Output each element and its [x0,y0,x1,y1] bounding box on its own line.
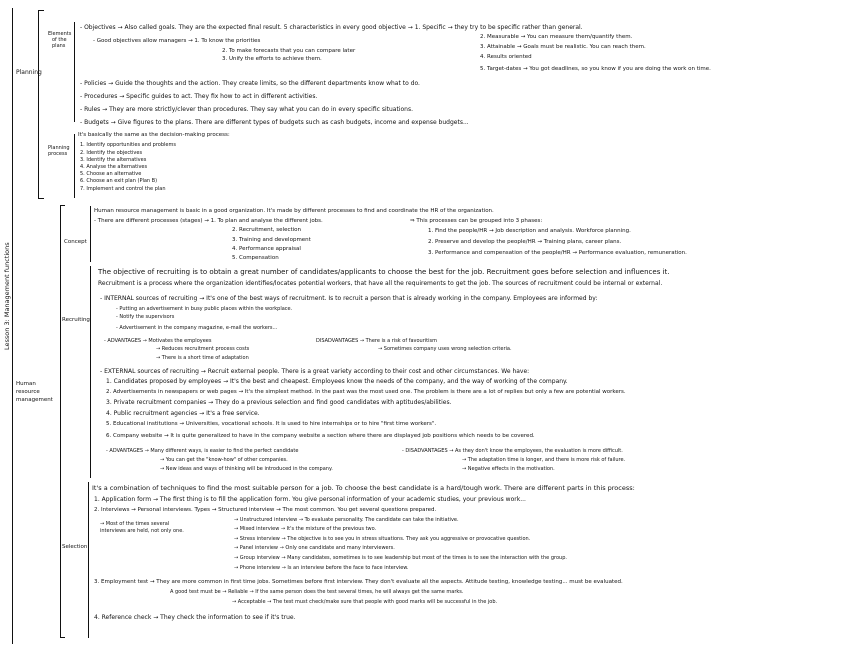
process-step-3: 3. Identify the alternatives [80,157,147,163]
objectives-forecasts: 2. To make forecasts that you can compare later [222,48,356,54]
objectives-allow: - Good objectives allow managers → 1. To know the priorities [93,38,261,44]
internal-disadvantages: DISADVANTAGES → There is a risk of favouritism [316,338,437,344]
planning-brace [38,10,39,198]
external-disadv-adaptation: → The adaptation time is longer, and there is more risk of failure. [462,457,626,463]
process-step-1: 1. Identify opportunities and problems [80,142,176,148]
interview-note: → Most of the times several interviews are held, not only one. [100,521,184,534]
concept-phase-1: 1. Find the people/HR → Job description and analysis. Workforce planning. [428,228,631,234]
objectives-measurable: 2. Measurable → You can measure them/quantify them. [480,34,633,40]
external-public: 4. Public recruitment agencies → It's a free service. [106,410,260,417]
selection-intro: It's a combination of techniques to find the most suitable person for a job. To choose the best candidate is a hard/tough work. There are different parts in this process: [92,484,635,492]
elements-label-2: of the [52,37,67,43]
planning-brace-bottom [38,198,44,199]
test-acceptable: → Acceptable → The test must check/make sure that people with good marks will be successful in the job. [232,599,498,605]
internal-disadv-criteria: → Sometimes company uses wrong selection criteria. [378,346,512,352]
hrm-label-2: resource [16,389,40,395]
selection-brace [88,482,89,638]
concept-phases: ⇒ This processes can be grouped into 3 phases: [410,218,543,224]
process-step-6: 6. Choose an exit plan (Plan B) [80,178,158,184]
process-step-5: 5. Choose an alternative [80,171,142,177]
concept-phase-2: 2. Preserve and develop the people/HR → Training plans, career plans. [428,239,622,245]
selection-label: Selection [62,544,88,550]
planning-brace-top [38,10,44,11]
recruiting-label: Recruiting [62,317,90,323]
selection-employment-test: 3. Employment test → They are more common in first time jobs. Sometimes before first interview. They don't evaluate all the aspects. Attitude testing, knowledge testing... must be evaluated. [94,579,623,585]
recruiting-definition: Recruitment is a process where the organization identifies/locates potential workers, that have all the requirements to get the job. The sources of recruitment could be internal or external. [98,280,663,287]
policies-line: - Policies → Guide the thoughts and the action. They create limits, so the different departments know what to do. [80,80,420,87]
process-brace [74,134,75,198]
selection-application: 1. Application form → The first thing is to fill the application form. You give personal information of your academic studies, your previous work... [94,496,526,503]
process-step-2: 2. Identify the objectives [80,150,143,156]
main-brace [12,8,13,644]
external-advantages: - ADVANTAGES → Many different ways, is easier to find the perfect candidate [106,448,299,454]
process-label-2: process [48,151,68,157]
external-adv-ideas: → New ideas and ways of thinking will be introduced in the company. [160,466,333,472]
internal-advantages: - ADVANTAGES → Motivates the employees [104,338,212,344]
elements-label-1: Elements [48,31,72,37]
internal-magazine: - Advertisement in the company magazine, e-mail the workers... [116,325,278,331]
interview-group: → Group interview → Many candidates, sometimes is to see leadership but most of the times is to see the interaction with the group. [234,555,567,561]
recruiting-objective: The objective of recruiting is to obtain a great number of candidates/applicants to choose the best for the job. Recruitment goes before selection and influences it. [98,268,670,276]
budgets-line: - Budgets → Give figures to the plans. There are different types of budgets such as cash budgets, income and expense budgets... [80,119,469,126]
concept-intro: Human resource management is basic in a good organization. It's made by different processes to find and coordinate the HR of the organization. [94,208,494,214]
internal-putting: - Putting an advertisement in busy public places within the workplace. [116,306,293,312]
interview-mixed: → Mixed interview → It's the mixture of the previous two. [234,526,377,532]
internal-adv-time: → There is a short time of adaptation [156,355,249,361]
hrm-brace-top [60,205,65,206]
objectives-unify: 3. Unify the efforts to achieve them. [222,56,322,62]
external-adv-knowhow: → You can get the "know-how" of other companies. [160,457,288,463]
internal-sources: - INTERNAL sources of recruiting → It's one of the best ways of recruitment. Is to recruit a person that is already working in the company. Employees are informed by: [100,295,598,302]
external-website: 6. Company website → It is quite generalized to have in the company website a section where there are displayed job positions which needs to be covered. [106,433,535,439]
selection-reference: 4. Reference check → They check the information to see if it's true. [94,614,296,621]
concept-step-5: 5. Compensation [232,255,279,261]
external-educational: 5. Educational institutions → Universities, vocational schools. It is used to hire internships or to hire "first time workers". [106,421,437,427]
concept-step-3: 3. Training and development [232,237,311,243]
external-disadvantages: - DISADVANTAGES → As they don't know the employees, the evaluation is more difficult. [402,448,623,454]
objectives-attainable: 3. Attainable → Goals must be realistic. You can reach them. [480,44,646,50]
planning-label: Planning [16,69,42,76]
rules-line: - Rules → They are more strictly/clever than procedures. They say what you can do in every specific situations. [80,106,413,113]
concept-brace [90,206,91,262]
hrm-label-3: management [16,397,53,403]
interview-stress: → Stress interview → The objective is to see you in stress situations. They ask you aggressive or provocative question. [234,536,531,542]
interview-unstructured: → Unstructured interview → To evaluate personality. The candidate can take the initiative. [234,517,459,523]
objectives-target: 5. Target-dates → You got deadlines, so you know if you are doing the work on time. [480,66,711,72]
objectives-results: 4. Results oriented [480,54,532,60]
concept-phase-3: 3. Performance and compensation of the people/HR → Performance evaluation, remuneration. [428,250,687,256]
hrm-brace-bottom [60,637,65,638]
hrm-label-1: Human [16,381,36,387]
elements-brace [74,22,75,122]
elements-label-3: plans [52,43,66,49]
process-label-1: Planning [48,145,70,151]
process-intro: It's basically the same as the decision-making process: [78,132,230,138]
recruiting-brace [90,266,91,478]
internal-adv-costs: → Reduces recruitment process costs [156,346,250,352]
concept-step-2: 2. Recruitment, selection [232,227,302,233]
external-disadv-motivation: → Negative effects in the motivation. [462,466,555,472]
hrm-brace [60,205,61,637]
process-step-7: 7. Implement and control the plan [80,186,166,192]
vertical-title: Lesson 3: Management functions [3,242,11,350]
concept-step-4: 4. Performance appraisal [232,246,301,252]
internal-notify: - Notify the supervisors [116,314,175,320]
interview-phone: → Phone interview → Is an interview before the face to face interview. [234,565,409,571]
selection-interviews: 2. Interviews → Personal interviews. Types → Structured interview → The most common. You get several questions prepared. [94,507,437,513]
interview-panel: → Panel interview → Only one candidate and many interviewers. [234,545,395,551]
test-reliable: A good test must be → Reliable → If the same person does the test several times, he will always get the same marks. [170,589,464,595]
concept-processes: - There are different processes (stages) → 1. To plan and analyse the different jobs. [94,218,323,224]
objectives-line: - Objectives → Also called goals. They are the expected final result. 5 characteristics in every good objective → 1. Specific → they try to be specific rather than general. [80,24,583,31]
external-private: 3. Private recruitment companies → They do a previous selection and find good candidates with aptitudes/abilities. [106,399,452,406]
external-sources: - EXTERNAL sources of recruiting → Recruit external people. There is a great variety according to their cost and other circumstances. We have: [100,368,530,375]
external-candidates: 1. Candidates proposed by employees → It's the best and cheapest. Employees know the needs of the company, and the way of working of the company. [106,378,568,385]
external-advertisements: 2. Advertisements in newspapers or web pages → It's the simplest method. In the past was the most used one. The problem is there are a lot of replies but only a few are potential workers. [106,389,626,395]
concept-label: Concept [64,239,87,245]
procedures-line: - Procedures → Specific guides to act. They fix how to act in different activities. [80,93,318,100]
process-step-4: 4. Analyse the alternatives [80,164,148,170]
